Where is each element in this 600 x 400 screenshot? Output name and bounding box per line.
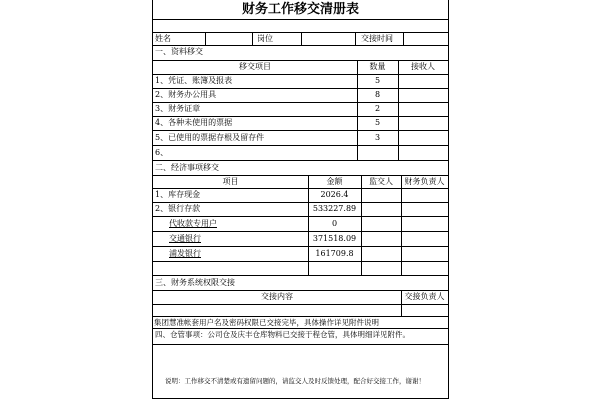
grid-line [301, 32, 302, 45]
post-label: 岗位 [257, 34, 273, 43]
table-cell: 浦发银行 [169, 249, 201, 258]
table-cell: 161709.8 [315, 249, 354, 258]
table-cell: 5 [374, 76, 381, 85]
table-cell: 代收款专用户 [169, 219, 217, 228]
grid-line [153, 145, 448, 146]
grid-line [205, 32, 206, 45]
column-header: 数量 [369, 62, 386, 71]
grid-line [361, 175, 362, 275]
grid-line [153, 344, 448, 345]
grid-line [153, 231, 448, 232]
table-cell: 3、财务证章 [155, 104, 201, 113]
table-cell: 3 [374, 133, 381, 142]
table-cell: 6、 [155, 148, 169, 157]
column-header: 监交人 [369, 177, 393, 186]
table-cell: 4、各种未使用的票据 [155, 118, 233, 127]
grid-line [153, 290, 448, 291]
grid-line [153, 304, 448, 305]
grid-line [401, 175, 402, 275]
grid-line [153, 160, 448, 161]
grid-line [153, 19, 448, 20]
grid-line [403, 32, 404, 45]
grid-line [153, 275, 448, 276]
column-header: 金额 [326, 177, 343, 186]
table-cell: 1、库存现金 [155, 190, 201, 199]
sheet-title: 财务工作移交清册表 [241, 2, 359, 17]
grid-line [153, 175, 448, 176]
system-permission-content: 集团慧准帐套用户名及密码权限已交接完毕，具体操作详见附件说明 [154, 318, 379, 327]
column-header: 财务负责人 [404, 177, 445, 186]
grid-line [153, 202, 448, 203]
table-cell: 371518.09 [312, 234, 357, 243]
name-label: 姓名 [155, 34, 171, 43]
note-text: 说明：工作移交不清楚或有遗留问题的，请监交人及时反馈处理，配合好交接工作，谢谢！ [165, 377, 425, 385]
table-cell: 0 [331, 219, 338, 228]
handover-sheet [152, 0, 449, 399]
table-cell: 2、财务办公用具 [155, 90, 217, 99]
table-cell: 5 [374, 118, 381, 127]
warehouse-matters: 四、仓管事项：公司仓及庆丰仓库物料已交接于程仓管，具体明细详见附件。 [155, 330, 410, 339]
grid-line [153, 216, 448, 217]
section-title: 一、资料移交 [155, 47, 203, 56]
grid-line [153, 130, 448, 131]
grid-line [398, 60, 399, 160]
grid-line [153, 45, 448, 46]
table-cell: 8 [374, 90, 381, 99]
grid-line [153, 246, 448, 247]
table-cell: 交通银行 [169, 234, 201, 243]
grid-line [153, 316, 448, 317]
table-cell: 5、已使用的票据存根及留存件 [155, 133, 265, 142]
table-cell: 1、凭证、账簿及报表 [155, 76, 233, 85]
section-title: 三、财务系统权限交接 [155, 278, 235, 287]
grid-line [153, 74, 448, 75]
column-header: 移交项目 [239, 62, 271, 71]
section-title: 二、经济事项移交 [155, 163, 219, 172]
grid-line [355, 32, 356, 45]
grid-line [153, 116, 448, 117]
table-cell: 533227.89 [312, 204, 357, 213]
grid-line [153, 102, 448, 103]
grid-line [153, 328, 448, 329]
column-header: 项目 [222, 177, 239, 186]
column-header: 交接负责人 [404, 292, 445, 301]
grid-line [153, 188, 448, 189]
grid-line [153, 88, 448, 89]
table-cell: 2026.4 [320, 190, 349, 199]
grid-line [252, 32, 253, 45]
handover-time-label: 交接时间 [361, 34, 393, 43]
table-cell: 2、银行存款 [155, 204, 201, 213]
table-cell: 2 [374, 104, 381, 113]
grid-line [153, 261, 448, 262]
column-header: 接收人 [411, 62, 435, 71]
grid-line [153, 60, 448, 61]
column-header: 交接内容 [261, 292, 293, 301]
